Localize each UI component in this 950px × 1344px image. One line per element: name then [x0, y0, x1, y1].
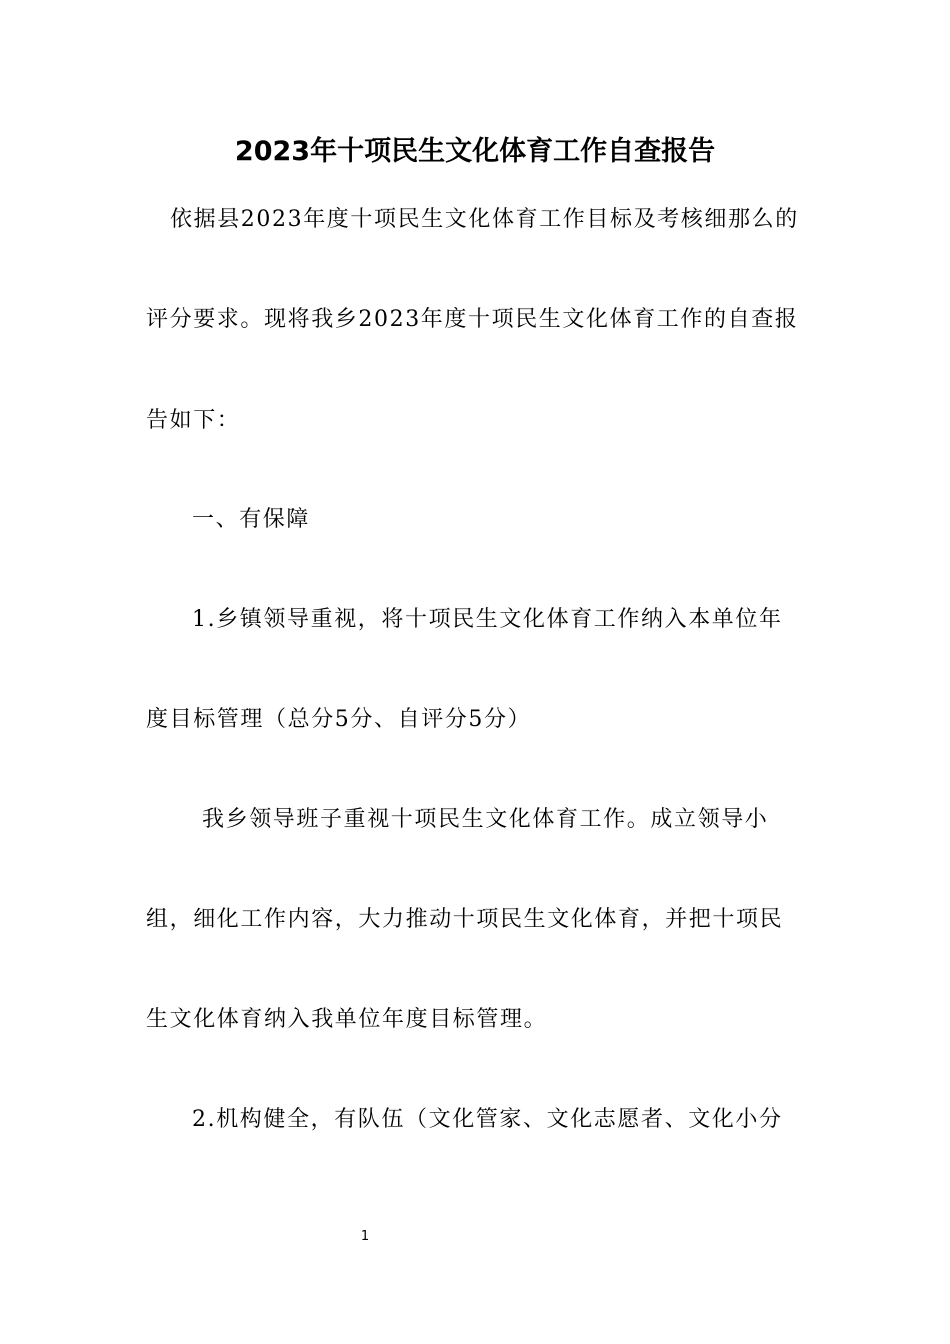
- section-heading: 一、有保障: [192, 507, 311, 532]
- paragraph-line: 度目标管理（总分5分、自评分5分）: [146, 707, 532, 732]
- paragraph-line: 生文化体育纳入我单位年度目标管理。: [146, 1007, 548, 1032]
- paragraph-line: 组，细化工作内容，大力推动十项民生文化体育，并把十项民: [146, 907, 784, 932]
- paragraph-line: 评分要求。现将我乡2023年度十项民生文化体育工作的自查报: [146, 307, 799, 332]
- paragraph-line: 1.乡镇领导重视，将十项民生文化体育工作纳入本单位年: [192, 607, 783, 632]
- paragraph-line: 2.机构健全，有队伍（文化管家、文化志愿者、文化小分: [192, 1107, 783, 1132]
- page-number: 1: [360, 1229, 370, 1244]
- paragraph-line: 依据县2023年度十项民生文化体育工作目标及考核细那么的: [170, 207, 799, 232]
- document-title: 2023年十项民生文化体育工作自查报告: [234, 136, 716, 167]
- paragraph-line: 我乡领导班子重视十项民生文化体育工作。成立领导小: [202, 807, 769, 832]
- paragraph-line: 告如下：: [146, 408, 241, 433]
